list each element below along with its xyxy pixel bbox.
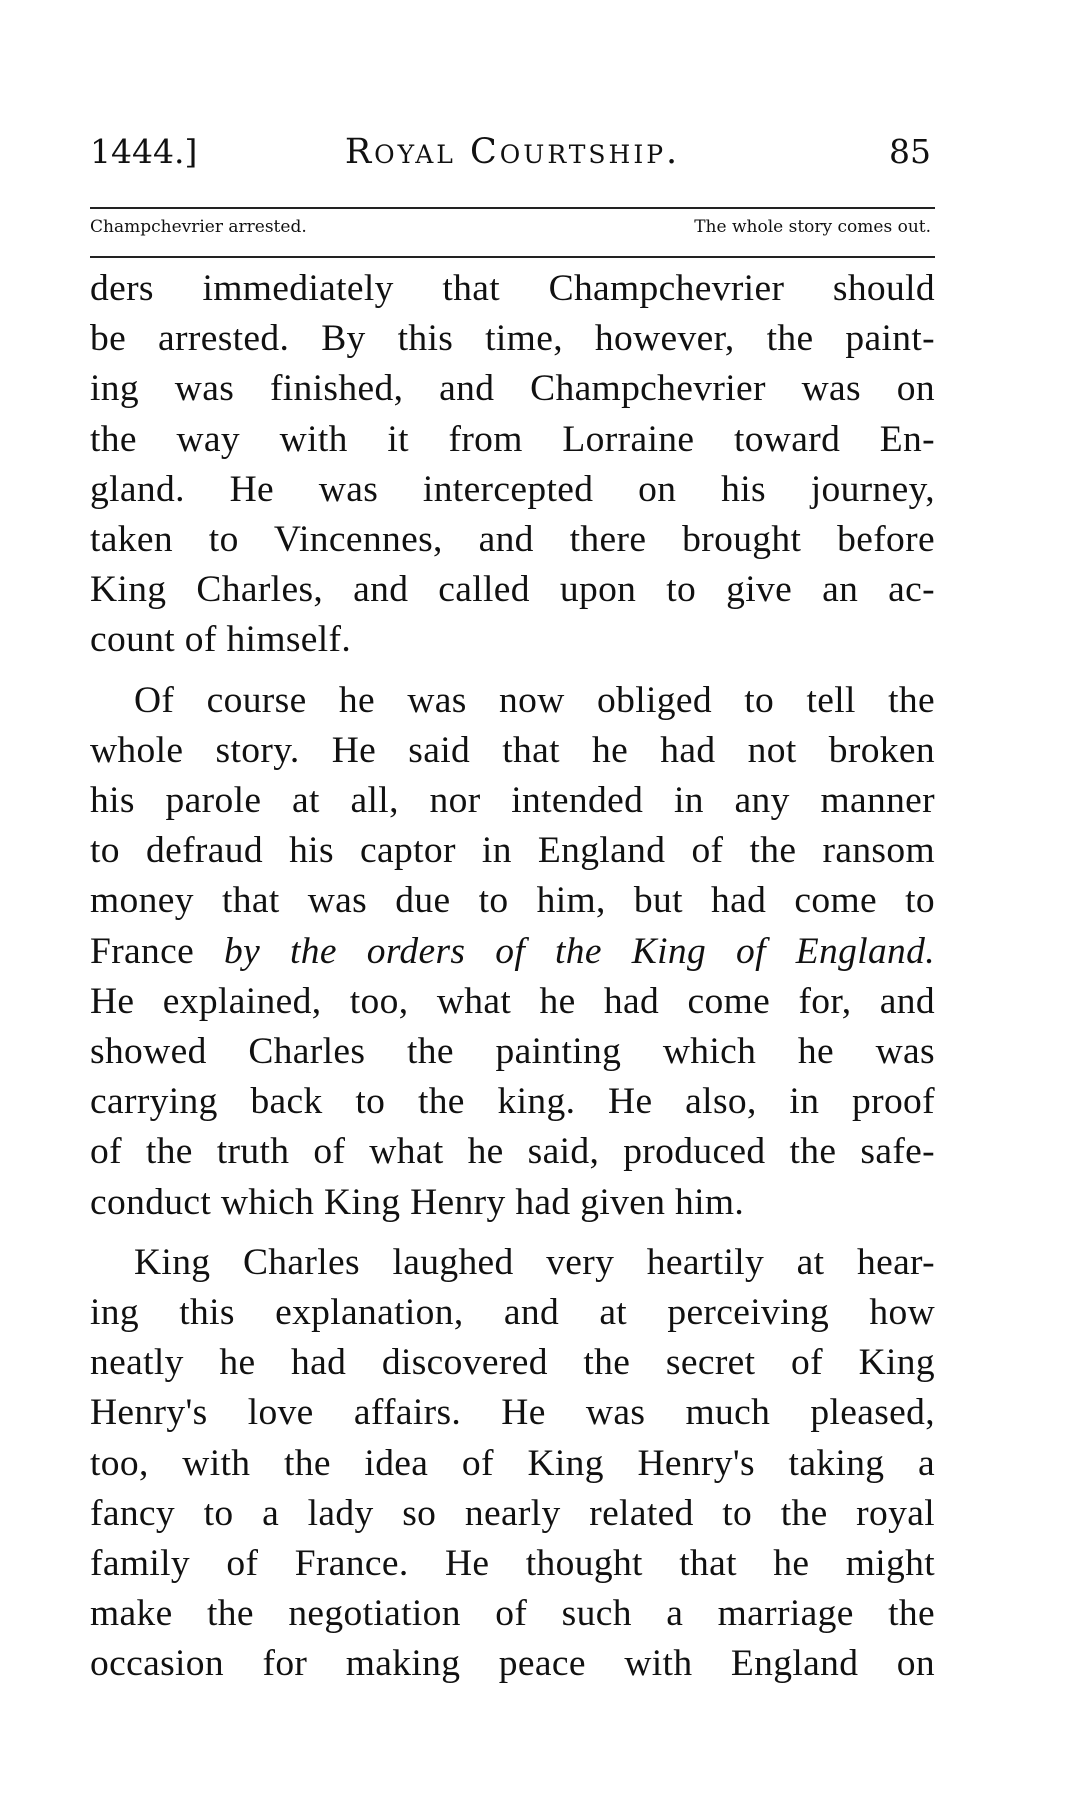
text-line: carrying back to the king. He also, in proof: [90, 1081, 935, 1123]
text-line: make the negotiation of such a marriage the: [90, 1593, 935, 1635]
text-line: King Charles, and called upon to give an ac-: [90, 569, 935, 611]
text-line: of the truth of what he said, produced the safe-: [90, 1131, 935, 1173]
text-line: too, with the idea of King Henry's taking a: [90, 1442, 935, 1484]
chapter-title: Royal Courtship.: [344, 132, 681, 172]
header-year: 1444.]: [90, 132, 198, 171]
text-line: King Charles laughed very heartily at hear-: [134, 1241, 935, 1283]
body-text: [90, 264, 935, 1700]
text-line: He explained, too, what he had come for, and: [90, 980, 935, 1022]
text-line: his parole at all, nor intended in any manner: [90, 780, 935, 822]
paragraph-2: [90, 676, 935, 1228]
text-line: showed Charles the painting which he was: [90, 1031, 935, 1073]
header-rule-bottom: [90, 256, 935, 258]
text-line: taken to Vincennes, and there brought before: [90, 519, 935, 561]
text-line: to defraud his captor in England of the ransom: [90, 830, 935, 872]
text-line: ing this explanation, and at perceiving how: [90, 1292, 935, 1334]
text-line: count of himself.: [90, 619, 352, 661]
text-line: ing was finished, and Champchevrier was on: [90, 368, 935, 410]
text-line: conduct which King Henry had given him.: [90, 1181, 745, 1223]
text-line: the way with it from Lorraine toward En-: [90, 418, 935, 460]
text-line: be arrested. By this time, however, the paint-: [90, 318, 935, 360]
text-prefix: France: [90, 930, 225, 972]
paragraph-1: [90, 264, 935, 666]
text-line: occasion for making peace with England on: [90, 1643, 935, 1685]
text-line-italic: [90, 927, 935, 977]
header-rule-top: [90, 207, 935, 209]
text-line: money that was due to him, but had come to: [90, 880, 935, 922]
sidenote-left: Champchevrier arrested.: [90, 217, 307, 237]
text-line: gland. He was intercepted on his journey,: [90, 468, 935, 510]
page-number: 85: [889, 132, 931, 171]
italic-phrase: by the orders of the King of England.: [224, 930, 935, 972]
running-head: [90, 132, 935, 186]
text-line: neatly he had discovered the secret of King: [90, 1342, 935, 1384]
text-line: fancy to a lady so nearly related to the royal: [90, 1492, 935, 1534]
text-line: Henry's love affairs. He was much pleased,: [90, 1392, 935, 1434]
text-line: Of course he was now obliged to tell the: [134, 679, 935, 721]
text-line: ders immediately that Champchevrier should: [90, 268, 935, 309]
text-line: family of France. He thought that he might: [90, 1543, 935, 1585]
text-line: whole story. He said that he had not broken: [90, 729, 935, 771]
paragraph-3: [90, 1238, 935, 1690]
sidenote-right: The whole story comes out.: [694, 217, 931, 237]
book-page: [90, 0, 935, 1797]
